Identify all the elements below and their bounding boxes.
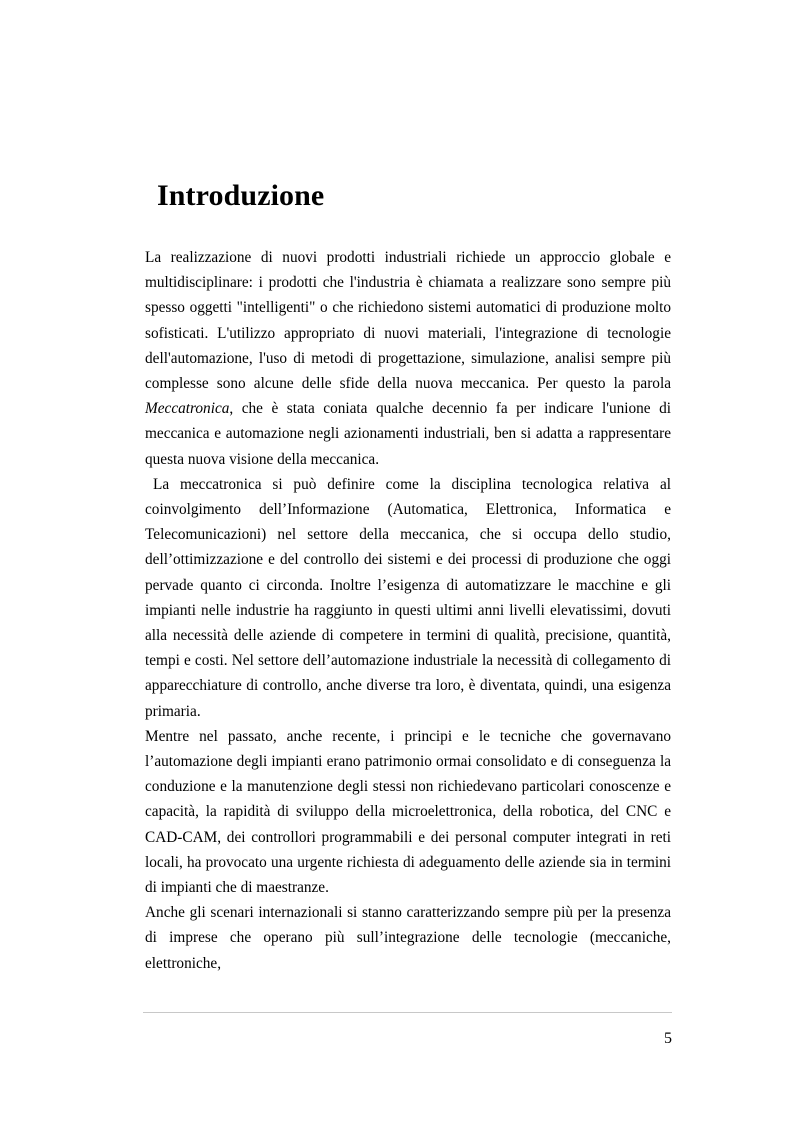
meccatronica-emphasis: Meccatronica [145,400,230,418]
paragraph-definition: La meccatronica si può definire come la disciplina tecnologica relativa al coinvolgimento dell’Informazione (Automatica, Elettronica, Informatica e Telecomunicazioni) nel settore della meccanica, che si occupa dello studio, dell’ottimizzazione e del controllo dei sistemi e dei processi di produzione che oggi pervade quanto ci circonda. Inoltre l’esigenza di automatizzare le macchine e gli impianti nelle industrie ha raggiunto in questi ultimi anni livelli elevatissimi, dovuti alla necessità delle aziende di competere in termini di qualità, precisione, quantità, tempi e costi. Nel settore dell’automazione industriale la necessità di collegamento di apparecchiature di controllo, anche diverse tra loro, è diventata, quindi, una esigenza primaria. [145,475,671,720]
chapter-title: Introduzione [157,179,325,212]
paragraph-intro-text-after: , che è stata coniata qualche decennio fa per indicare l'unione di meccanica e automazione negli azionamenti industriali, ben si adatta a rappresentare questa nuova visione della meccanica. [145,400,671,468]
page-number: 5 [664,1030,672,1047]
body-text [145,245,671,976]
paragraph-past: Mentre nel passato, anche recente, i principi e le tecniche che governavano l’automazione degli impianti erano patrimonio ormai consolidato e di conseguenza la conduzione e la manutenzione degli stessi non richiedevano particolari conoscenze e capacità, la rapidità di sviluppo della microelettronica, della robotica, del CNC e CAD-CAM, dei controllori programmabili e dei personal computer integrati in reti locali, ha provocato una urgente richiesta di adeguamento delle aziende sia in termini di impianti che di maestranze. [145,727,671,897]
footer-divider [143,1012,672,1013]
paragraph-intro [145,245,671,472]
paragraph-international: Anche gli scenari internazionali si stanno caratterizzando sempre più per la presenza di imprese che operano più sull’integrazione delle tecnologie (meccaniche, elettroniche, [145,904,671,972]
paragraph-intro-text-before: La realizzazione di nuovi prodotti industriali richiede un approccio globale e multidisciplinare: i prodotti che l'industria è chiamata a realizzare sono sempre più spesso oggetti "intelligenti" o che richiedono sistemi automatici di produzione molto sofisticati. L'utilizzo appropriato di nuovi materiali, l'integrazione di tecnologie dell'automazione, l'uso di metodi di progettazione, simulazione, analisi sempre più complesse sono alcune delle sfide della nuova meccanica. Per questo la parola [145,249,671,393]
